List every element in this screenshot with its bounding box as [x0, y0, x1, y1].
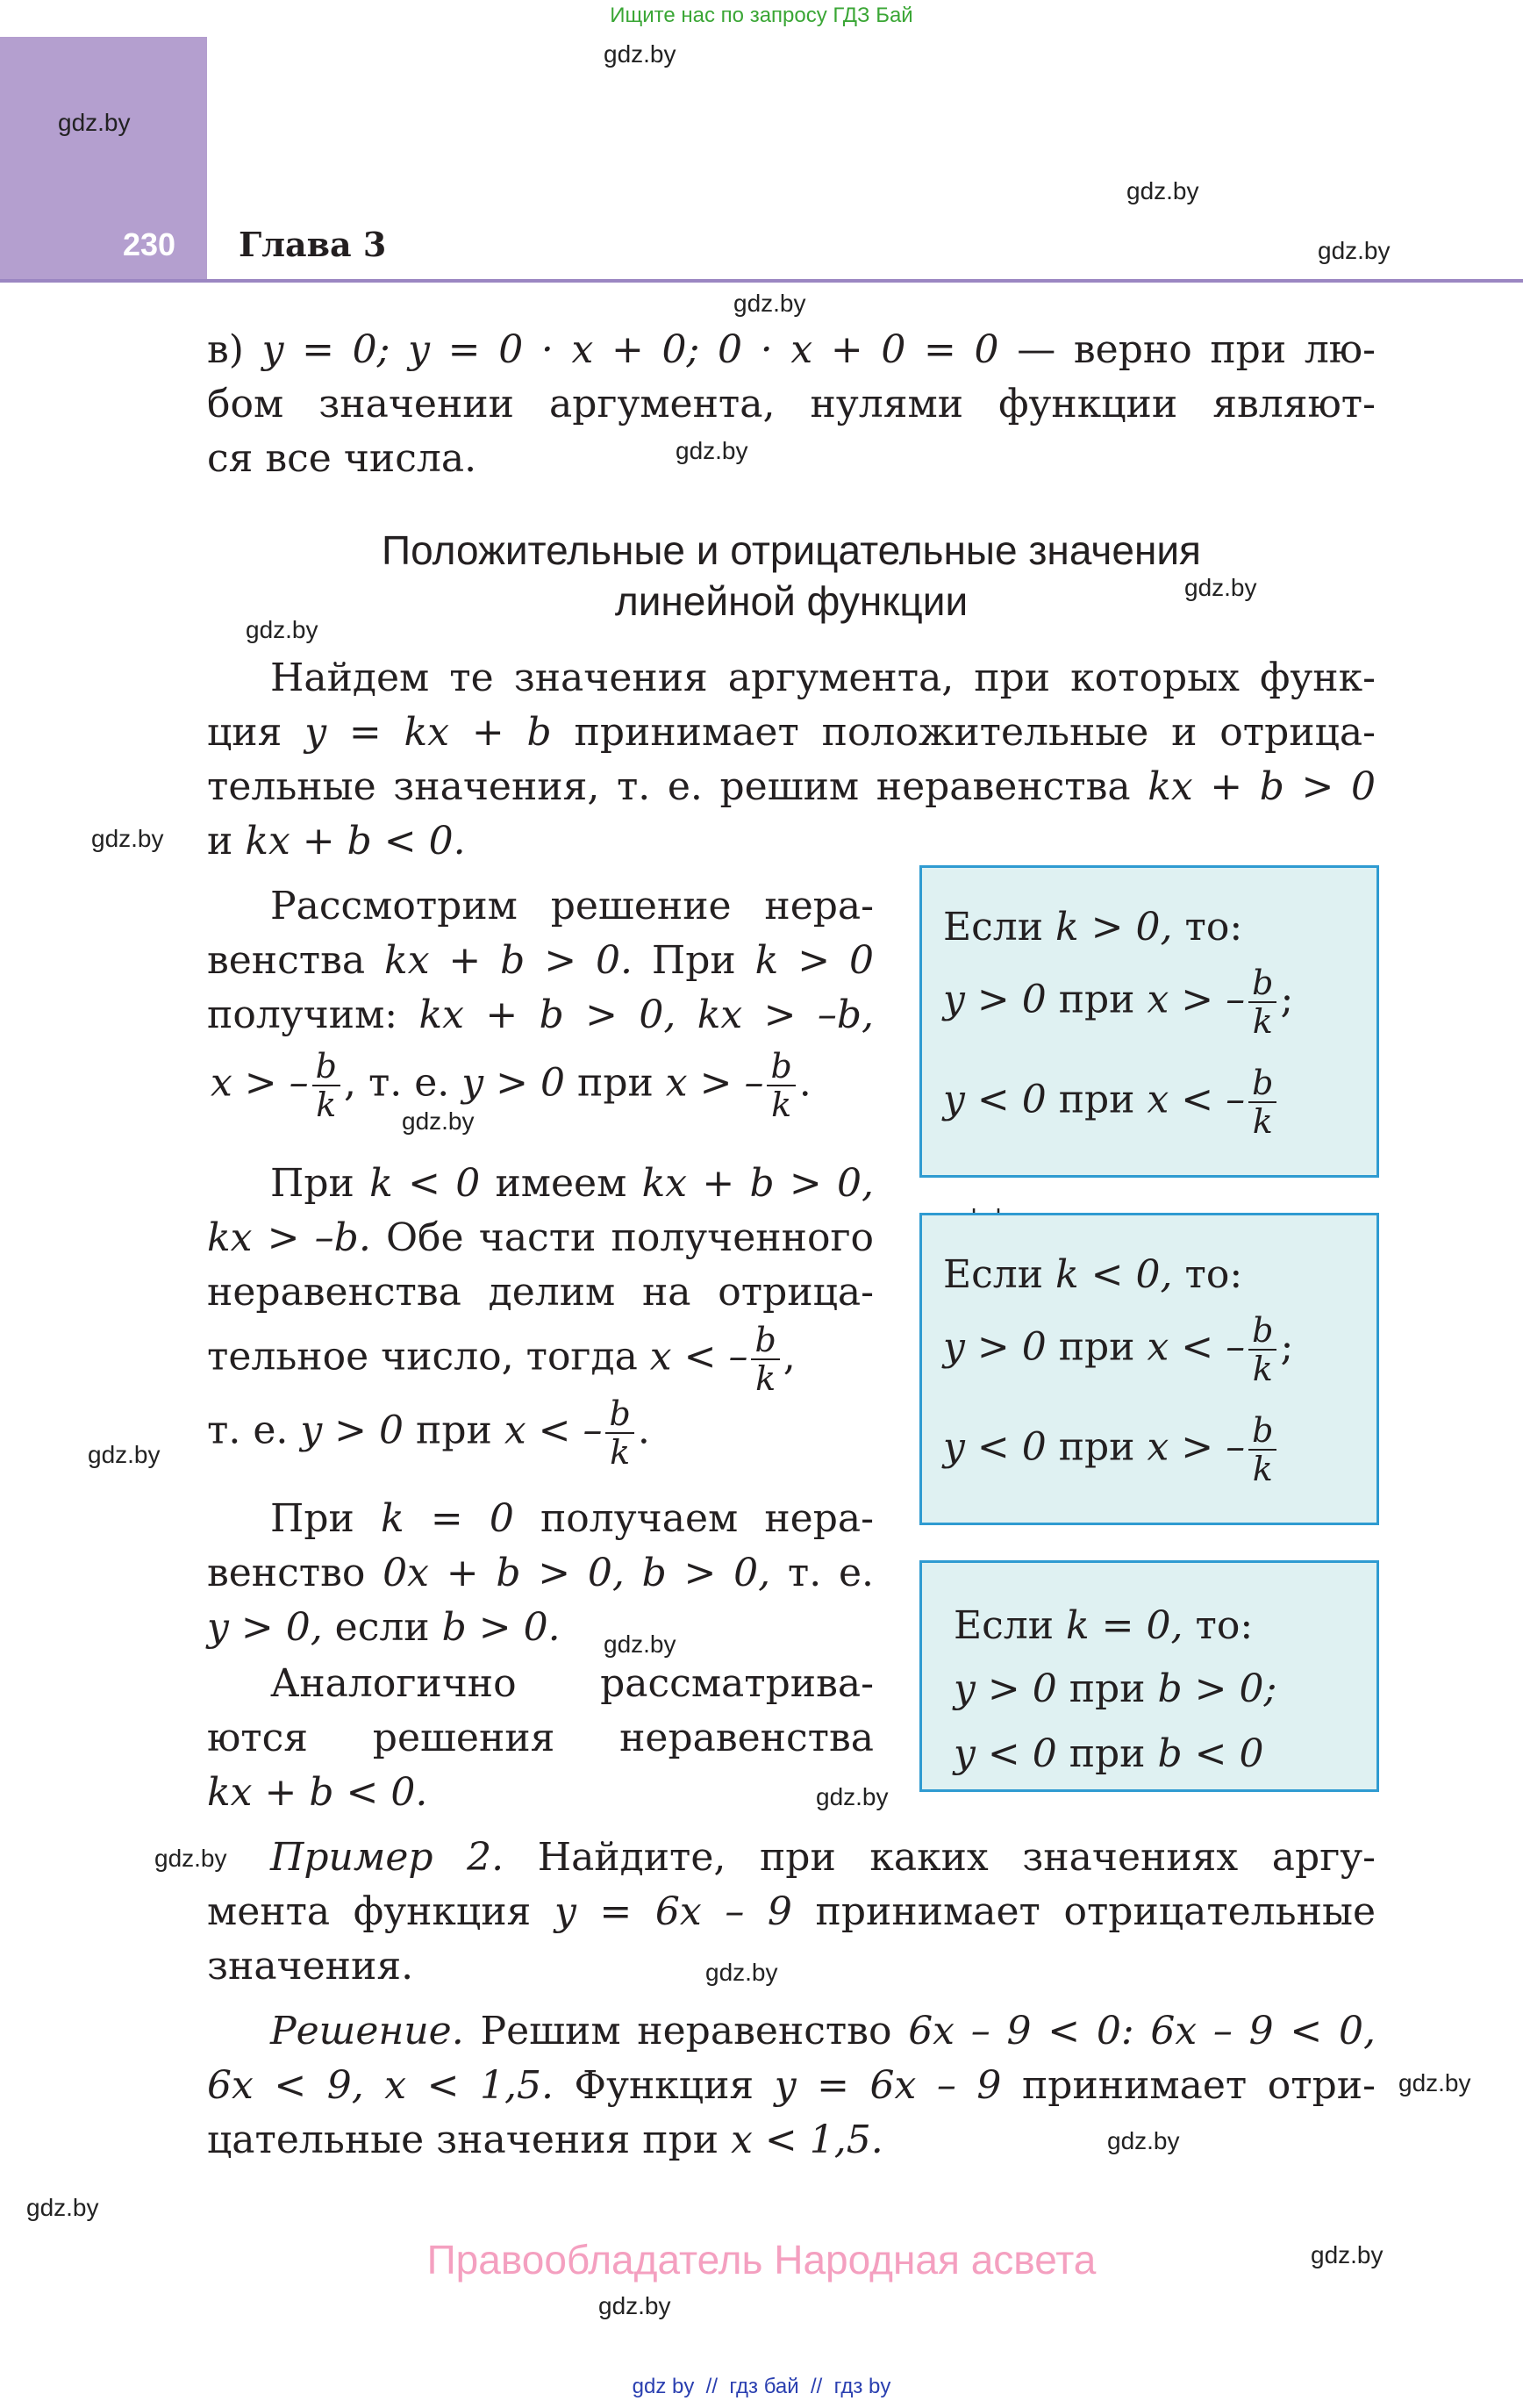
watermark: gdz.by [402, 1107, 475, 1135]
watermark: gdz.by [816, 1783, 889, 1810]
box3-row-2: y < 0 при b < 0 [954, 1731, 1264, 1776]
solution-line-3: цательные значения при x < 1,5. [207, 2118, 883, 2162]
rule-box-k-zero [919, 1560, 1379, 1792]
rule-box-k-negative [919, 1213, 1379, 1525]
fraction-b-over-k: $\frac{b}{k}$ [751, 1322, 779, 1397]
analog-line-2: ются решения неравенства [207, 1716, 874, 1760]
example-line-1: Пример 2. Найдите, при каких значениях аргу- [270, 1835, 1376, 1880]
fraction-b-over-k: $\frac{b}{k}$ [767, 1048, 795, 1123]
neg-k-paragraph [207, 1157, 874, 1320]
part-v-line-1: в) y = 0; y = 0 · x + 0; 0 · x + 0 = 0 — верно при лю- [207, 327, 1376, 372]
watermark: gdz.by [58, 109, 131, 136]
watermark: gdz.by [88, 1441, 161, 1468]
page-number: 230 [123, 226, 176, 262]
part-v-line-3: ся все числа. [207, 436, 477, 481]
section-title-line-2: линейной функции [614, 578, 969, 624]
box1-row-1: y > 0 при x > – $\frac{b}{k}$ ; [943, 964, 1294, 1041]
box2-row-2: y < 0 при x > – $\frac{b}{k}$ [943, 1412, 1280, 1487]
analog-line-1: Аналогично рассматрива- [270, 1661, 874, 1706]
zero-k-line-2: венство 0x + b > 0, b > 0, т. е. [207, 1551, 874, 1595]
watermark: gdz.by [598, 2292, 671, 2319]
watermark: gdz.by [1126, 177, 1199, 204]
watermark: gdz.by [154, 1845, 227, 1872]
box1-row-2: y < 0 при x < – $\frac{b}{k}$ [943, 1064, 1280, 1140]
part-v-paragraph [207, 323, 1376, 486]
consider-line-4: x > – $\frac{b}{k}$ , т. е. y > 0 при x > – $\frac{b}{k}$ . [211, 1047, 812, 1124]
watermark: gdz.by [676, 437, 748, 464]
neg-k-line-4: тельное число, тогда x < – $\frac{b}{k}$ , [207, 1321, 796, 1398]
watermark: gdz.by [1184, 574, 1257, 601]
section-title-line-1: Положительные и отрицательные значения [382, 527, 1201, 573]
intro-line-1: Найдем те значения аргумента, при которых функ- [270, 656, 1376, 700]
neg-k-line-1: При k < 0 имеем kx + b > 0, [270, 1161, 875, 1206]
neg-k-line-5: т. е. y > 0 при x < – $\frac{b}{k}$ . [207, 1394, 650, 1472]
watermark: gdz.by [246, 616, 318, 643]
header-band [0, 37, 207, 283]
rule-box-k-positive [919, 865, 1379, 1178]
box2-row-1: y > 0 при x < – $\frac{b}{k}$ ; [943, 1311, 1294, 1388]
watermark: gdz.by [91, 825, 164, 852]
watermark: gdz.by [26, 2194, 99, 2221]
example-line-2: мента функция y = 6x – 9 принимает отрицательные [207, 1889, 1376, 1934]
consider-paragraph [207, 879, 874, 1043]
box3-title: Если k = 0, то: [954, 1603, 1254, 1648]
solution-paragraph [207, 2004, 1376, 2168]
analog-line-3: kx + b < 0. [207, 1770, 428, 1815]
fraction-b-over-k: $\frac{b}{k}$ [605, 1395, 633, 1471]
watermark: gdz.by [1318, 237, 1391, 264]
watermark: gdz.by [705, 1959, 778, 1986]
zero-k-line-1: При k = 0 получаем нера- [270, 1496, 874, 1541]
consider-line-1: Рассмотрим решение нера- [270, 884, 874, 928]
watermark: gdz.by [604, 40, 676, 68]
watermark: gdz.by [733, 290, 806, 317]
consider-line-3: получим: kx + b > 0, kx > –b, [207, 993, 874, 1037]
zero-k-paragraph [207, 1492, 874, 1655]
top-banner[interactable]: Ищите нас по запросу ГДЗ Бай [610, 4, 913, 27]
intro-line-3: тельные значения, т. е. решим неравенства kx + b > 0 [207, 764, 1376, 809]
watermark: gdz.by [1311, 2241, 1384, 2268]
analog-paragraph [207, 1657, 874, 1820]
intro-paragraph [207, 651, 1376, 869]
consider-line-2: венства kx + b > 0. При k > 0 [207, 938, 874, 983]
fraction-b-over-k: $\frac{b}{k}$ [312, 1048, 340, 1123]
watermark: gdz.by [1398, 2069, 1471, 2096]
section-title [207, 525, 1376, 627]
box3-row-1: y > 0 при b > 0; [954, 1666, 1277, 1711]
intro-line-2: ция y = kx + b принимает положительные и отрица- [207, 710, 1376, 755]
intro-line-4: и kx + b < 0. [207, 819, 466, 864]
zero-k-line-3: y > 0, если b > 0. [207, 1605, 561, 1650]
part-v-line-2: бом значении аргумента, нулями функции являют- [207, 382, 1376, 426]
example-line-3: значения. [207, 1944, 414, 1989]
header-rule [0, 279, 1523, 283]
box1-title: Если k > 0, то: [943, 905, 1243, 950]
watermark: gdz.by [1107, 2127, 1180, 2154]
box2-title: Если k < 0, то: [943, 1252, 1243, 1297]
copyright-notice: Правообладатель Народная асвета [426, 2237, 1097, 2283]
footer-links[interactable]: gdz by // гдз бай // гдз by [632, 2375, 891, 2398]
neg-k-line-2: kx > –b. Обе части полученного [207, 1215, 874, 1260]
solution-line-1: Решение. Решим неравенство 6x – 9 < 0: 6x – 9 < 0, [270, 2009, 1376, 2053]
solution-line-2: 6x < 9, x < 1,5. Функция y = 6x – 9 принимает отри- [207, 2063, 1376, 2108]
neg-k-line-3: неравенства делим на отрица- [207, 1270, 874, 1315]
chapter-title: Глава 3 [239, 225, 387, 264]
watermark: gdz.by [604, 1630, 676, 1658]
example-paragraph [207, 1831, 1376, 1994]
